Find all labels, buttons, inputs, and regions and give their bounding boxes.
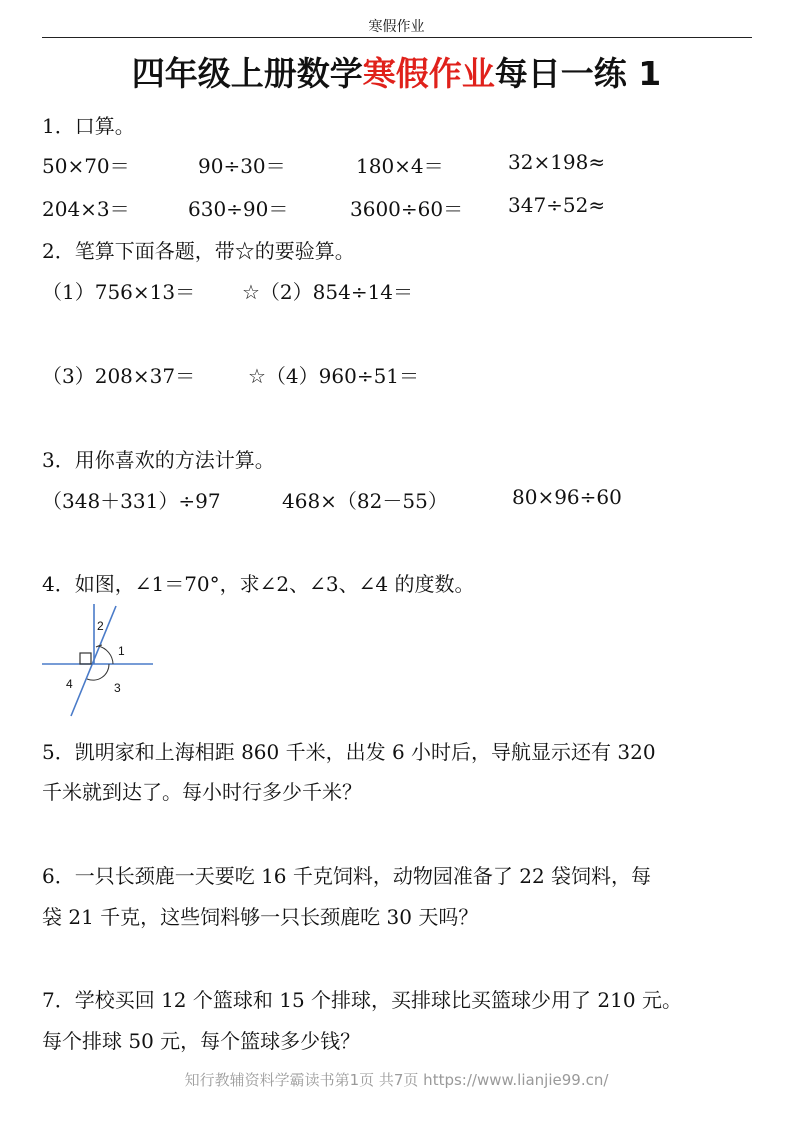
label-angle-1: 1: [118, 644, 125, 658]
q1-item: 204×3＝: [42, 197, 130, 221]
angle-1-arc: [98, 646, 113, 664]
title-highlight: 寒假作业: [362, 54, 495, 93]
q2-heading: 2．笔算下面各题，带☆的要验算。: [42, 239, 355, 263]
q6-line-1: 6．一只长颈鹿一天要吃 16 千克饲料，动物园准备了 22 袋饲料，每: [42, 864, 652, 888]
q3-heading: 3．用你喜欢的方法计算。: [42, 448, 275, 472]
right-angle-mark: [80, 653, 91, 664]
angle-3-arc: [87, 664, 109, 680]
q7-line-1: 7．学校买回 12 个篮球和 15 个排球，买排球比买篮球少用了 210 元。: [42, 988, 682, 1012]
label-angle-4: 4: [66, 677, 73, 691]
q7-line-2: 每个排球 50 元，每个篮球多少钱？: [42, 1029, 361, 1053]
q3-item: 468×（82－55）: [282, 489, 448, 513]
header-divider: [42, 37, 752, 38]
q2-item: ☆（4）960÷51＝: [248, 364, 420, 388]
q2-item: （3）208×37＝: [42, 364, 196, 388]
page-footer: 知行教辅资料学霸读书第1页 共7页 https://www.lianjie99.cn/: [184, 1071, 609, 1089]
q4-heading: 4．如图，∠1＝70°，求∠2、∠3、∠4 的度数。: [42, 572, 475, 596]
q5-line-1: 5．凯明家和上海相距 860 千米，出发 6 小时后，导航显示还有 320: [42, 740, 656, 764]
q3-item: 80×96÷60: [512, 485, 622, 509]
q1-item: 347÷52≈: [508, 193, 606, 217]
q2-item: ☆（2）854÷14＝: [242, 280, 414, 304]
q6-line-2: 袋 21 千克，这些饲料够一只长颈鹿吃 30 天吗？: [42, 905, 479, 929]
label-angle-2: 2: [97, 619, 104, 633]
label-angle-3: 3: [114, 681, 121, 695]
q5-line-2: 千米就到达了。每小时行多少千米？: [42, 780, 362, 804]
q1-item: 50×70＝: [42, 154, 130, 178]
page-title: [0, 48, 793, 95]
q2-item: （1）756×13＝: [42, 280, 196, 304]
title-part-1: 四年级上册数学: [131, 54, 363, 93]
q1-item: 180×4＝: [356, 154, 444, 178]
q1-item: 3600÷60＝: [350, 197, 464, 221]
angle-diagram: [38, 600, 158, 720]
q1-item: 32×198≈: [508, 150, 606, 174]
page-header: 寒假作业: [368, 19, 425, 35]
q3-item: （348＋331）÷97: [42, 489, 221, 513]
q1-item: 630÷90＝: [188, 197, 289, 221]
q1-heading: 1．口算。: [42, 114, 135, 138]
title-part-3: 每日一练 1: [494, 54, 662, 93]
q1-item: 90÷30＝: [198, 154, 286, 178]
